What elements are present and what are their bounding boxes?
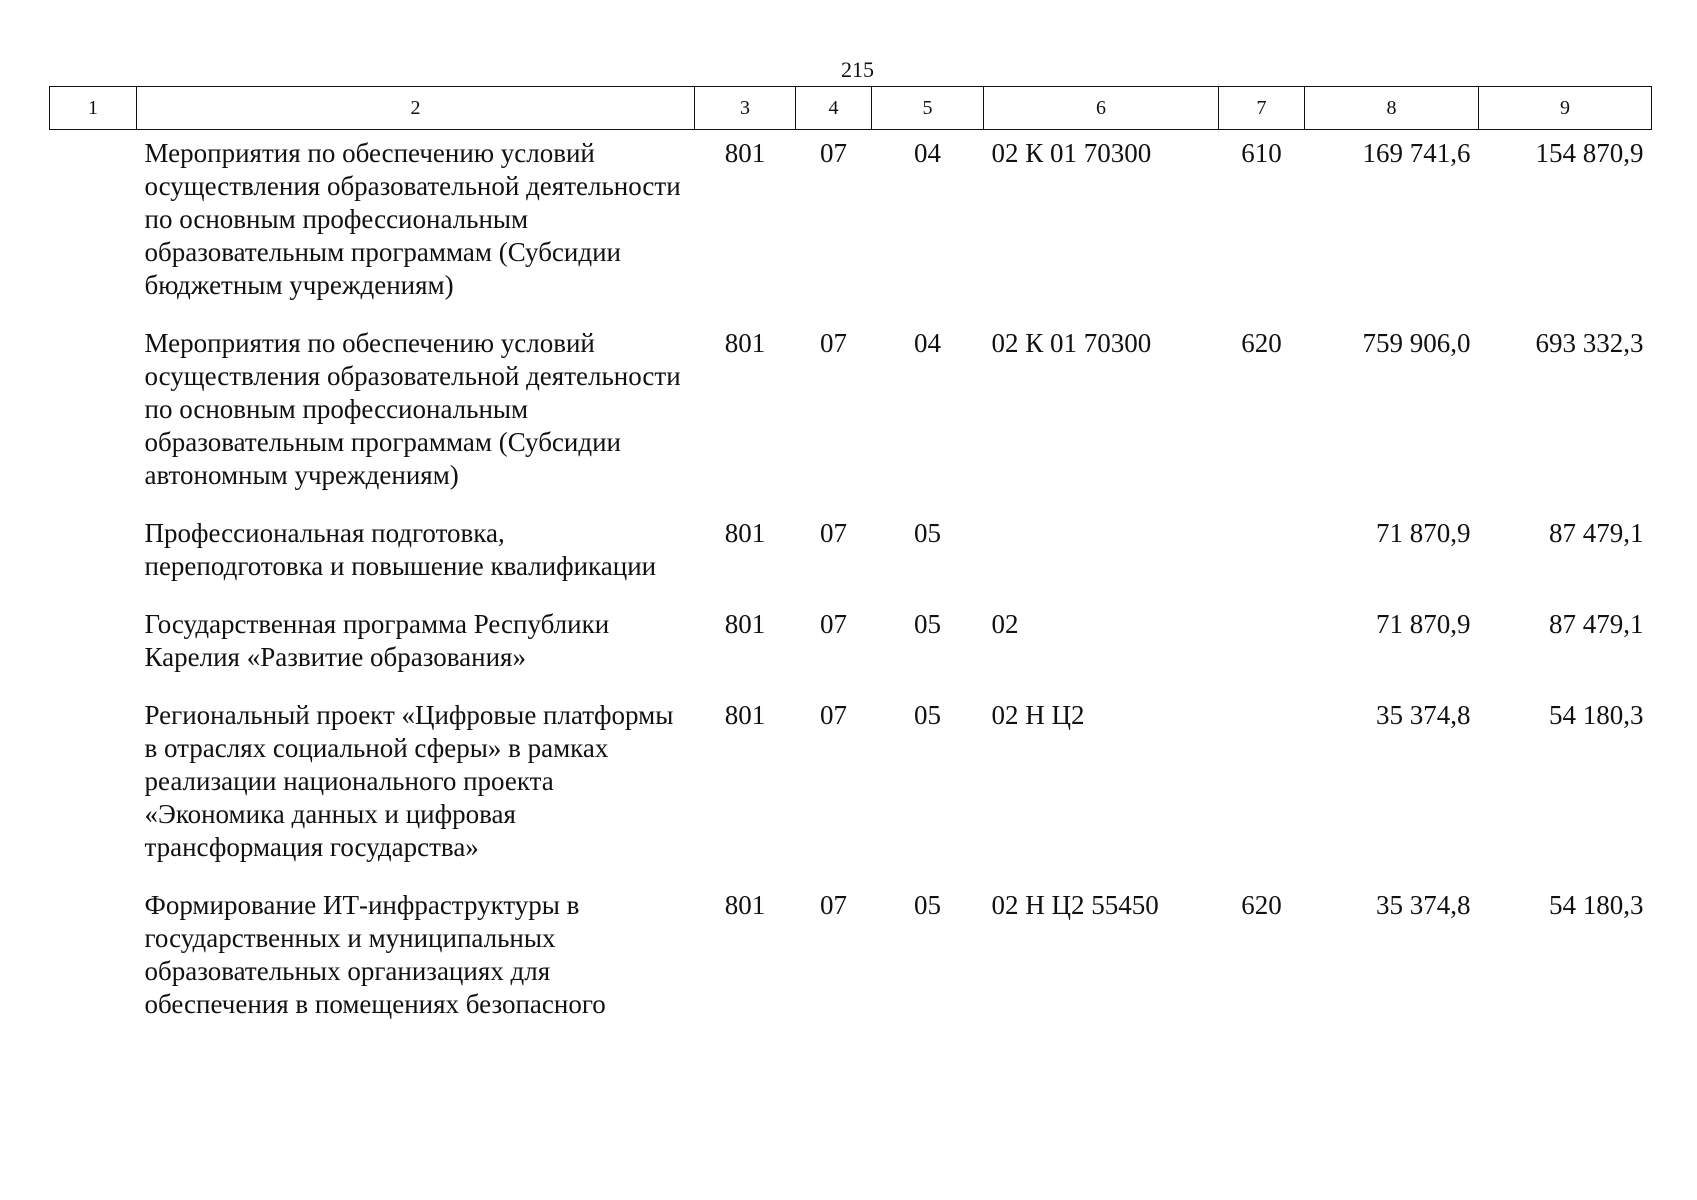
table-row: [50, 327, 1652, 517]
column-header-9: 9: [1479, 87, 1652, 130]
cell-empty: [50, 608, 137, 699]
cell-sum-1: 35 374,8: [1376, 700, 1471, 730]
cell-csr: 02: [991, 609, 1019, 639]
cell-rz: 07: [820, 609, 847, 639]
cell-empty: [50, 517, 137, 608]
cell-grbs: 801: [724, 890, 766, 920]
column-header-7: 7: [1219, 87, 1305, 130]
page-number: 215: [841, 57, 874, 82]
cell-sum-2: 693 332,3: [1535, 328, 1644, 358]
table-row: [50, 130, 1652, 328]
cell-sum-2: 54 180,3: [1549, 890, 1644, 920]
cell-vr: [1219, 699, 1305, 889]
cell-csr: 02 Н Ц2: [991, 700, 1085, 730]
cell-pr: 05: [914, 890, 941, 920]
table-row: [50, 608, 1652, 699]
column-header-3: 3: [695, 87, 796, 130]
cell-csr: 02 Н Ц2 55450: [991, 890, 1159, 920]
cell-grbs: 801: [724, 700, 766, 730]
cell-pr: 04: [914, 328, 941, 358]
table-row: [50, 889, 1652, 1046]
column-header-8: 8: [1305, 87, 1479, 130]
column-header-5: 5: [872, 87, 984, 130]
cell-sum-1: 35 374,8: [1376, 890, 1471, 920]
cell-name: Мероприятия по обеспечению условий осуществления образовательной деятельности по основным профессиональным образовательным программам (Субсидии бюджетным учреждениям): [144, 138, 681, 300]
cell-sum-1: 759 906,0: [1362, 328, 1471, 358]
cell-empty: [50, 699, 137, 889]
cell-vr: 620: [1241, 890, 1282, 920]
cell-csr: 02 К 01 70300: [991, 328, 1152, 358]
cell-name: Государственная программа Республики Карелия «Развитие образования»: [144, 609, 610, 672]
cell-pr: 05: [914, 700, 941, 730]
cell-grbs: 801: [724, 328, 766, 358]
cell-grbs: 801: [724, 609, 766, 639]
column-header-6: 6: [984, 87, 1219, 130]
table-row: [50, 517, 1652, 608]
cell-empty: [50, 889, 137, 1046]
table-row: [50, 699, 1652, 889]
cell-name: Профессиональная подготовка, переподготовка и повышение квалификации: [144, 518, 657, 581]
cell-grbs: 801: [724, 138, 766, 168]
cell-rz: 07: [820, 518, 847, 548]
cell-pr: 04: [914, 138, 941, 168]
header-row: [50, 87, 1652, 130]
cell-vr: [1219, 608, 1305, 699]
cell-pr: 05: [914, 609, 941, 639]
cell-empty: [50, 327, 137, 517]
cell-rz: 07: [820, 700, 847, 730]
budget-table: [49, 86, 1652, 1046]
cell-sum-1: 169 741,6: [1362, 138, 1471, 168]
cell-sum-2: 54 180,3: [1549, 700, 1644, 730]
cell-grbs: 801: [724, 518, 766, 548]
cell-vr: 620: [1241, 328, 1282, 358]
cell-name: Региональный проект «Цифровые платформы в отраслях социальной сферы» в рамках реализации национального проекта «Экономика данных и цифровая трансформация государства»: [144, 700, 674, 862]
cell-sum-2: 87 479,1: [1549, 609, 1644, 639]
cell-name: Мероприятия по обеспечению условий осуществления образовательной деятельности по основным профессиональным образовательным программам (Субсидии автономным учреждениям): [144, 328, 681, 490]
cell-pr: 05: [914, 518, 941, 548]
cell-csr: 02 К 01 70300: [991, 138, 1152, 168]
column-header-4: 4: [796, 87, 872, 130]
cell-rz: 07: [820, 138, 847, 168]
cell-sum-2: 154 870,9: [1535, 138, 1644, 168]
cell-sum-1: 71 870,9: [1376, 609, 1471, 639]
column-header-1: 1: [50, 87, 137, 130]
cell-vr: [1219, 517, 1305, 608]
cell-rz: 07: [820, 328, 847, 358]
cell-sum-1: 71 870,9: [1376, 518, 1471, 548]
cell-name: Формирование ИТ-инфраструктуры в государственных и муниципальных образовательных организациях для обеспечения в помещениях безопасного: [144, 890, 606, 1019]
cell-vr: 610: [1241, 138, 1282, 168]
cell-empty: [50, 130, 137, 328]
cell-csr: [984, 517, 1219, 608]
cell-sum-2: 87 479,1: [1549, 518, 1644, 548]
column-header-2: 2: [137, 87, 695, 130]
cell-rz: 07: [820, 890, 847, 920]
